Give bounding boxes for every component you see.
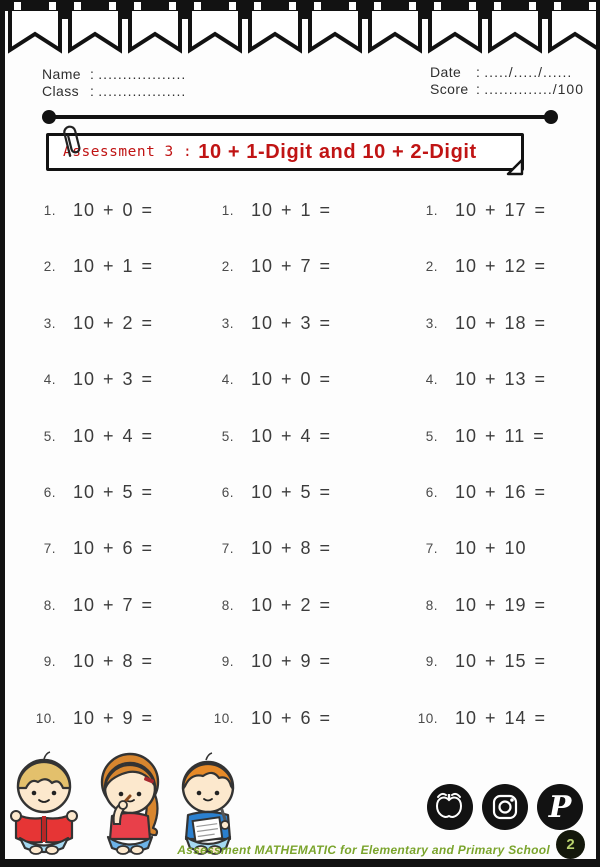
problem-expression: 10 + 18 = bbox=[455, 312, 547, 333]
apple-icon bbox=[427, 784, 473, 830]
problem-number: 4. bbox=[43, 372, 56, 388]
field-row bbox=[42, 83, 186, 100]
problem-number: 7. bbox=[425, 541, 438, 557]
problem-expression: 10 + 1 = bbox=[251, 200, 332, 220]
problem-row bbox=[408, 256, 546, 312]
svg-text:P: P bbox=[548, 790, 572, 825]
problem-row bbox=[408, 369, 546, 425]
problem-row bbox=[204, 538, 331, 594]
problem-expression: 10 + 5 = bbox=[251, 481, 332, 502]
problem-number: 3. bbox=[43, 315, 56, 331]
problem-row bbox=[26, 482, 153, 538]
problems-column-3 bbox=[408, 200, 546, 764]
problem-number: 9. bbox=[221, 654, 234, 670]
problem-expression: 10 + 19 = bbox=[455, 594, 547, 615]
field-separator: : bbox=[90, 83, 95, 99]
problems-column-1 bbox=[26, 200, 153, 764]
problem-number: 2. bbox=[43, 259, 56, 275]
problem-row bbox=[204, 369, 331, 425]
instagram-icon bbox=[482, 784, 528, 830]
field-label: Name bbox=[42, 66, 81, 82]
problem-number: 10. bbox=[417, 710, 438, 726]
problem-number: 7. bbox=[43, 541, 56, 557]
problem-row bbox=[204, 426, 331, 482]
problem-expression: 10 + 0 = bbox=[251, 369, 332, 390]
field-dotted-line: ...../...../...... bbox=[484, 64, 573, 80]
problem-expression: 10 + 10 bbox=[455, 538, 527, 559]
problem-number: 3. bbox=[221, 315, 234, 331]
problem-number: 5. bbox=[221, 428, 234, 444]
problem-number: 2. bbox=[221, 259, 234, 275]
title-prefix: Assessment 3 : bbox=[63, 144, 193, 160]
kid-thinking-girl bbox=[102, 754, 158, 854]
field-row bbox=[42, 66, 186, 83]
problem-expression: 10 + 2 = bbox=[251, 594, 332, 615]
field-dotted-line: .................. bbox=[98, 83, 187, 99]
problem-row bbox=[204, 256, 331, 312]
problem-expression: 10 + 3 = bbox=[73, 369, 154, 390]
problem-expression: 10 + 2 = bbox=[73, 312, 154, 333]
assessment-title-box bbox=[46, 133, 524, 171]
problem-number: 9. bbox=[425, 654, 438, 670]
problem-number: 2. bbox=[425, 259, 438, 275]
problem-number: 8. bbox=[43, 597, 56, 613]
problem-expression: 10 + 16 = bbox=[455, 481, 547, 502]
problem-row bbox=[204, 313, 331, 369]
problem-row bbox=[204, 200, 331, 256]
problem-expression: 10 + 15 = bbox=[455, 651, 547, 672]
problem-number: 8. bbox=[425, 597, 438, 613]
problems-column-2 bbox=[204, 200, 331, 764]
problem-row bbox=[408, 482, 546, 538]
field-row bbox=[430, 81, 584, 98]
problem-number: 4. bbox=[425, 372, 438, 388]
problem-expression: 10 + 4 = bbox=[251, 425, 332, 446]
problem-number: 7. bbox=[221, 541, 234, 557]
problem-expression: 10 + 17 = bbox=[455, 200, 547, 220]
field-dotted-line: ............../100 bbox=[484, 81, 584, 97]
pennant-flags bbox=[10, 0, 600, 50]
problem-row bbox=[204, 482, 331, 538]
problem-expression: 10 + 9 = bbox=[251, 651, 332, 672]
problem-number: 3. bbox=[425, 315, 438, 331]
problem-expression: 10 + 1 = bbox=[73, 256, 154, 277]
problem-number: 9. bbox=[43, 654, 56, 670]
problem-row bbox=[408, 538, 546, 594]
problem-row bbox=[26, 200, 153, 256]
problem-number: 5. bbox=[43, 428, 56, 444]
date-score-info bbox=[430, 64, 584, 98]
kid-reading-book bbox=[11, 752, 77, 854]
problem-row bbox=[26, 313, 153, 369]
field-label: Score bbox=[430, 81, 469, 97]
field-label: Date bbox=[430, 64, 462, 80]
problem-number: 8. bbox=[221, 597, 234, 613]
problem-row bbox=[26, 256, 153, 312]
field-separator: : bbox=[476, 64, 481, 80]
problem-expression: 10 + 3 = bbox=[251, 312, 332, 333]
page-title: 10 + 1-Digit and 10 + 2-Digit bbox=[198, 140, 477, 163]
problem-number: 10. bbox=[35, 710, 56, 726]
problem-row bbox=[26, 426, 153, 482]
problem-expression: 10 + 9 = bbox=[73, 707, 154, 728]
page-number-badge: 2 bbox=[556, 830, 585, 859]
problem-expression: 10 + 6 = bbox=[73, 538, 154, 559]
problem-row bbox=[408, 651, 546, 707]
problem-expression: 10 + 8 = bbox=[73, 651, 154, 672]
problem-expression: 10 + 11 = bbox=[455, 425, 545, 446]
problem-number: 6. bbox=[221, 484, 234, 500]
problem-expression: 10 + 4 = bbox=[73, 425, 154, 446]
problem-number: 1. bbox=[425, 203, 438, 218]
problem-expression: 10 + 8 = bbox=[251, 538, 332, 559]
problem-row bbox=[26, 595, 153, 651]
kid-writing-notes bbox=[183, 753, 233, 854]
problem-expression: 10 + 7 = bbox=[251, 256, 332, 277]
bunting-banner bbox=[0, 0, 600, 58]
problem-expression: 10 + 7 = bbox=[73, 594, 154, 615]
problem-row bbox=[408, 313, 546, 369]
field-separator: : bbox=[476, 81, 481, 97]
problem-row bbox=[26, 369, 153, 425]
problem-row bbox=[408, 595, 546, 651]
problem-row bbox=[408, 200, 546, 256]
problem-number: 1. bbox=[221, 203, 234, 218]
problem-number: 5. bbox=[425, 428, 438, 444]
problem-number: 1. bbox=[43, 203, 56, 218]
header-divider-line bbox=[46, 115, 554, 119]
field-dotted-line: .................. bbox=[98, 66, 187, 82]
problem-expression: 10 + 12 = bbox=[455, 256, 547, 277]
problem-row bbox=[26, 651, 153, 707]
problem-row bbox=[408, 426, 546, 482]
field-label: Class bbox=[42, 83, 80, 99]
problem-number: 6. bbox=[43, 484, 56, 500]
problem-row bbox=[26, 538, 153, 594]
footer-credit: Assessment MATHEMATIC for Elementary and Primary School bbox=[177, 843, 550, 857]
problem-row bbox=[204, 651, 331, 707]
social-icons bbox=[420, 781, 590, 833]
problem-expression: 10 + 14 = bbox=[455, 707, 547, 728]
paperclip-icon bbox=[59, 123, 85, 163]
problem-expression: 10 + 13 = bbox=[455, 369, 547, 390]
problem-row bbox=[408, 708, 546, 764]
problem-number: 10. bbox=[213, 710, 234, 726]
problem-number: 4. bbox=[221, 372, 234, 388]
student-info bbox=[42, 66, 186, 100]
pinterest-icon bbox=[537, 784, 583, 830]
field-row bbox=[430, 64, 584, 81]
problem-number: 6. bbox=[425, 484, 438, 500]
problem-expression: 10 + 0 = bbox=[73, 200, 154, 220]
problem-expression: 10 + 6 = bbox=[251, 707, 332, 728]
folded-corner bbox=[506, 158, 524, 176]
problem-expression: 10 + 5 = bbox=[73, 481, 154, 502]
problem-row bbox=[204, 595, 331, 651]
field-separator: : bbox=[90, 66, 95, 82]
